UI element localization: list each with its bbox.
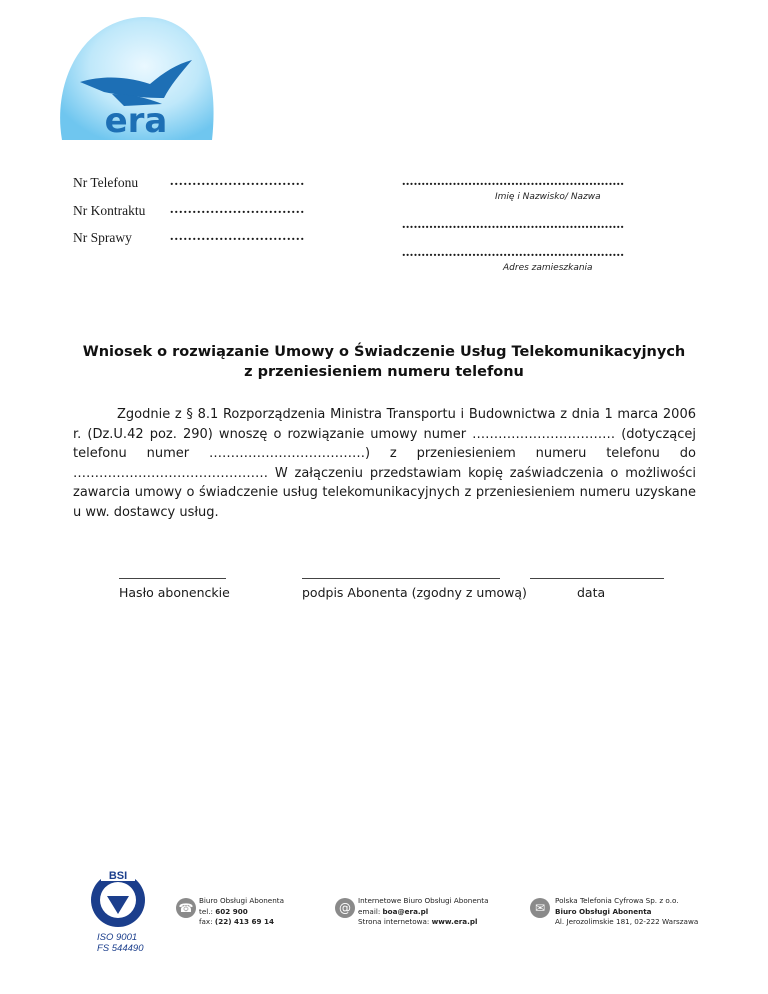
bsi-wordmark: BSI [108, 870, 128, 882]
web-link[interactable]: www.era.pl [431, 917, 478, 926]
tel-value: 602 900 [215, 906, 248, 916]
case-field-line[interactable]: .............................. [170, 229, 305, 244]
request-text: Zgodnie z § 8.1 Rozporządzenia Ministra Transportu i Budownictwa z dnia 1 marca 2006 r. (Dz.U.42 poz. 290) wnoszę o rozwiązanie umowy numer …………………………… (dotyczącej telefonu numer ………………………………) z przeniesieniem numeru telefonu do ……………………………………… W załączeniu przedstawiam kopię zaświadczenia o możliwości zawarcia umowy o świadczenie usług telekomunikacyjnych z przeniesieniem numeru uzyskane u ww. dostawcy usług. [73, 407, 696, 520]
tel-label: tel.: [199, 906, 216, 916]
document-title-line-1: Wniosek o rozwiązanie Umowy o Świadczenie Usług Telekomunikacyjnych [82, 344, 686, 360]
postal-contact-block [555, 896, 698, 928]
web-label: Strona internetowa: [358, 917, 432, 926]
name-caption: Imię i Nazwisko/ Nazwa [495, 192, 601, 202]
document-title-line-2: z przeniesieniem numeru telefonu [244, 364, 524, 380]
era-logo [52, 12, 220, 142]
address-field-line-1[interactable]: ......................................................... [402, 217, 625, 232]
at-sign-icon: @ [335, 898, 355, 918]
email-link[interactable]: boa@era.pl [382, 906, 429, 916]
iso-line-1: ISO 9001 [97, 932, 138, 943]
company-dept: Biuro Obsługi Abonenta [555, 906, 652, 916]
date-label: data [577, 585, 606, 600]
fax-value: (22) 413 69 14 [214, 917, 274, 926]
iso-line-2: FS 544490 [97, 943, 144, 954]
logo-wordmark: era [104, 101, 168, 141]
case-label: Nr Sprawy [73, 230, 132, 245]
password-line[interactable] [119, 578, 226, 579]
signature-line[interactable] [302, 578, 500, 579]
phone-field-line[interactable]: .............................. [170, 174, 305, 189]
phone-icon: ☎ [176, 898, 196, 918]
password-label: Hasło abonenckie [119, 585, 230, 600]
phone-block-title: Biuro Obsługi Abonenta [199, 896, 285, 905]
address-field-line-2[interactable]: ......................................................... [402, 245, 625, 260]
internet-contact-block [358, 896, 489, 928]
phone-contact-block [199, 896, 284, 928]
address-caption: Adres zamieszkania [503, 263, 593, 273]
date-line[interactable] [530, 578, 664, 579]
contract-field-line[interactable]: .............................. [170, 202, 305, 217]
contract-label: Nr Kontraktu [73, 203, 146, 218]
company-name: Polska Telefonia Cyfrowa Sp. z o.o. [555, 896, 679, 905]
email-label: email: [358, 906, 383, 916]
signature-label: podpis Abonenta (zgodny z umową) [302, 585, 527, 600]
internet-block-title: Internetowe Biuro Obsługi Abonenta [358, 896, 489, 905]
envelope-icon: ✉ [530, 898, 550, 918]
phone-label: Nr Telefonu [73, 175, 139, 190]
request-paragraph [73, 405, 696, 522]
fax-label: fax: [199, 917, 215, 926]
company-address: Al. Jerozolimskie 181, 02-222 Warszawa [555, 917, 699, 926]
iso-certificate [97, 932, 143, 954]
name-field-line[interactable]: ......................................................... [402, 174, 625, 189]
